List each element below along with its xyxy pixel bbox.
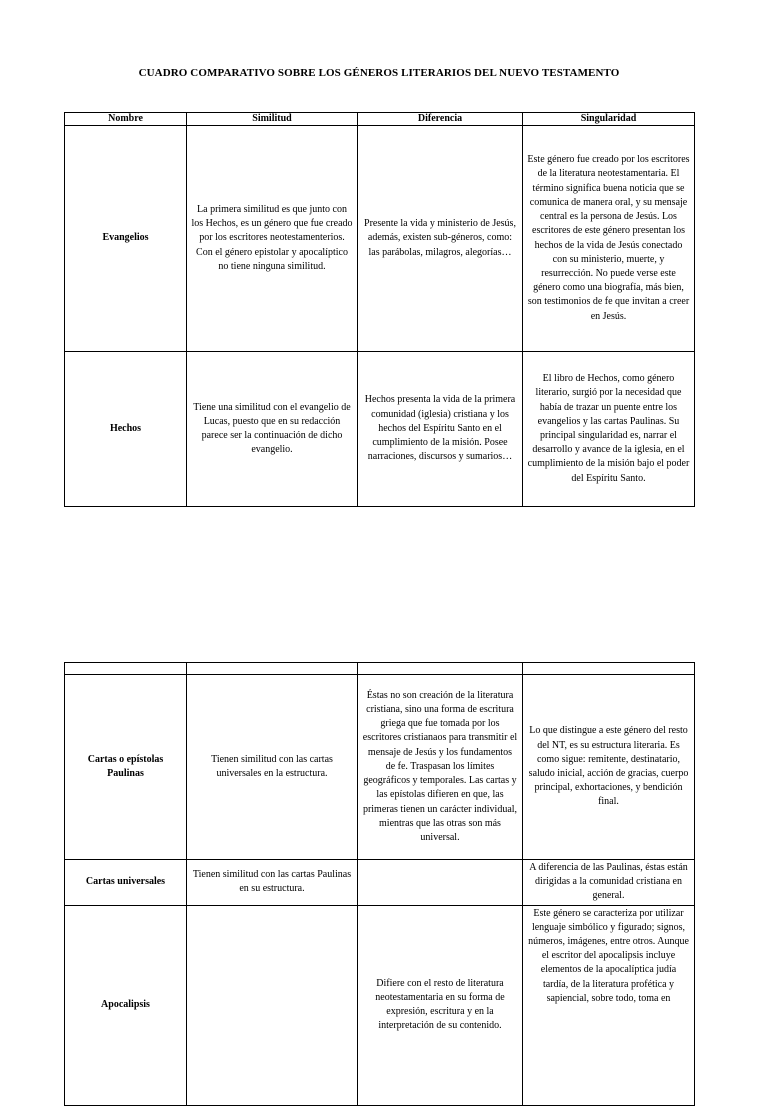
header-similitud: Similitud [187, 113, 358, 126]
cell-singularidad: A diferencia de las Paulinas, éstas están dirigidas a la comunidad cristiana en general. [523, 860, 695, 906]
cell-singularidad: Este género fue creado por los escritores de la literatura neotestamentaria. El término significa buena noticia que se comunica de manera oral, y su mensaje central es la persona de Jesús. Los escritores de este género presentan los hechos de la vida de Jesús conectado con su ministerio, muerte, y resurrección. No puede verse este género como una biografía, más bien, son testimonios de fe que invitan a creer en Jesús. [523, 126, 695, 352]
cell-singularidad: El libro de Hechos, como género literario, surgió por la necesidad que había de trazar un puente entre los evangelios y las cartas Paulinas. Su principal singularidad es, narrar el desarrollo y avance de la iglesia, en el cumplimiento de la misión bajo el poder del Espíritu Santo. [523, 352, 695, 507]
cell-similitud: Tienen similitud con las cartas Paulinas en su estructura. [187, 860, 358, 906]
comparison-table-1 [64, 112, 695, 507]
cell-singularidad: Lo que distingue a este género del resto del NT, es su estructura literaria. Es como sigue: remitente, destinatario, saludo inicial, acción de gracias, cuerpo principal, exhortaciones, y bendición final. [523, 675, 695, 860]
row-name: Cartas universales [65, 860, 187, 906]
empty-cell [523, 663, 695, 675]
table-row [65, 675, 695, 860]
table-row [65, 352, 695, 507]
table-row [65, 126, 695, 352]
header-nombre: Nombre [65, 113, 187, 126]
cell-diferencia: Éstas no son creación de la literatura cristiana, sino una forma de escritura griega que fue tomada por los escritores cristianaos para transmitir el mensaje de Jesús y los fundamentos de fe. Traspasan los límites geográficos y temporales. Las cartas y las epístolas difieren en que, las primeras tienen un carácter individual, mientras que las otras son más universal. [358, 675, 523, 860]
cell-similitud: La primera similitud es que junto con los Hechos, es un género que fue creado por los escritores neotestamenterios. Con el género epistolar y apocalíptico no tiene ninguna similitud. [187, 126, 358, 352]
header-row [65, 113, 695, 126]
cell-diferencia [358, 860, 523, 906]
header-singularidad: Singularidad [523, 113, 695, 126]
cell-diferencia: Presente la vida y ministerio de Jesús, además, existen sub-géneros, como: las parábolas, milagros, alegorías… [358, 126, 523, 352]
empty-cell [187, 663, 358, 675]
cell-similitud [187, 905, 358, 1105]
table-row [65, 905, 695, 1105]
empty-header-row [65, 663, 695, 675]
cell-diferencia: Difiere con el resto de literatura neotestamentaria en su forma de expresión, escritura y en la interpretación de su contenido. [358, 905, 523, 1105]
row-name: Evangelios [65, 126, 187, 352]
row-name: Hechos [65, 352, 187, 507]
header-diferencia: Diferencia [358, 113, 523, 126]
empty-cell [65, 663, 187, 675]
cell-similitud: Tiene una similitud con el evangelio de Lucas, puesto que en su redacción parece ser la continuación de dicho evangelio. [187, 352, 358, 507]
document-title: CUADRO COMPARATIVO SOBRE LOS GÉNEROS LITERARIOS DEL NUEVO TESTAMENTO [138, 67, 620, 79]
row-name: Cartas o epístolas Paulinas [65, 675, 187, 860]
empty-cell [358, 663, 523, 675]
row-name: Apocalipsis [65, 905, 187, 1105]
cell-similitud: Tienen similitud con las cartas universales en la estructura. [187, 675, 358, 860]
comparison-table-2 [64, 662, 695, 1106]
table-row [65, 860, 695, 906]
cell-diferencia: Hechos presenta la vida de la primera comunidad (iglesia) cristiana y los hechos del Espíritu Santo en el cumplimiento de la misión. Posee narraciones, discursos y sumarios… [358, 352, 523, 507]
cell-singularidad: Este género se caracteriza por utilizar lenguaje simbólico y figurado; signos, números, imágenes, entre otros. Aunque el escritor del apocalipsis incluye elementos de la apocalíptica judía tardía, de la literatura profética y sapiencial, sobre todo, toma en [523, 905, 695, 1105]
